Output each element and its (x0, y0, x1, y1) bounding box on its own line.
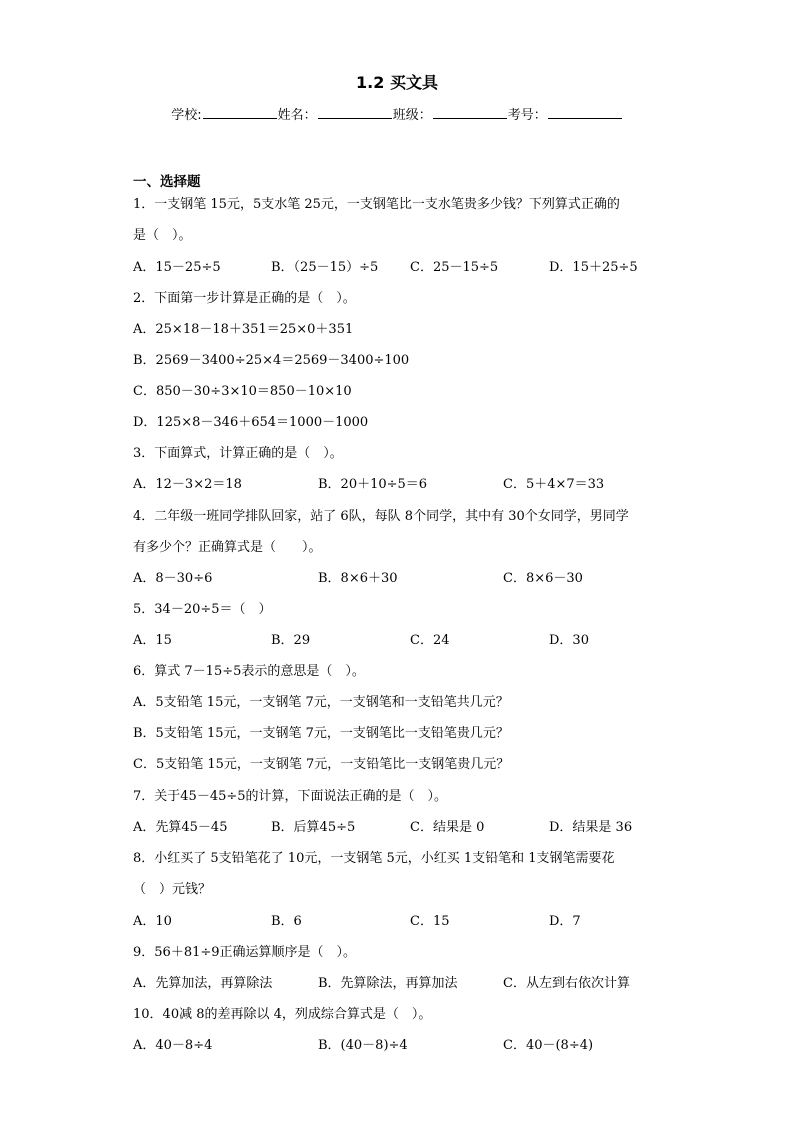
question-6-stem: 6．算式 7－15÷5表示的意思是（ ）。 (133, 664, 365, 679)
exam-no-blank[interactable] (548, 106, 622, 119)
question-7-option-b[interactable]: B．后算45÷5 (271, 820, 356, 835)
school-blank[interactable] (203, 106, 277, 119)
question-8-option-a[interactable]: A．10 (133, 914, 172, 929)
question-5-option-b[interactable]: B．29 (271, 633, 311, 648)
question-7-stem: 7．关于45－45÷5的计算，下面说法正确的是（ ）。 (133, 789, 448, 804)
school-label: 学校: (171, 108, 202, 123)
question-1-option-a[interactable]: A．15－25÷5 (133, 260, 221, 275)
question-8-stem-line-1: 8．小红买了 5支铅笔花了 10元，一支钢笔 5元，小红买 1支铅笔和 1支钢笔需要花 (133, 851, 615, 866)
class-label: 班级： (392, 108, 432, 123)
question-3-option-a[interactable]: A．12－3×2＝18 (133, 477, 242, 492)
question-5-option-d[interactable]: D．30 (549, 633, 589, 648)
question-5-option-a[interactable]: A．15 (133, 633, 172, 648)
question-9-option-c[interactable]: C．从左到右依次计算 (503, 976, 630, 991)
question-7-option-c[interactable]: C．结果是 0 (410, 820, 485, 835)
name-label: 姓名： (277, 108, 317, 123)
question-8-option-c[interactable]: C．15 (410, 914, 450, 929)
page-title: 1.2 买文具 (356, 73, 438, 92)
question-7-option-a[interactable]: A．先算45－45 (133, 820, 228, 835)
question-1-stem-line-1: 1．一支钢笔 15元，5支水笔 25元，一支钢笔比一支水笔贵多少钱？下列算式正确的 (133, 197, 620, 212)
student-info-line (0, 104, 794, 123)
question-2-option-a[interactable]: A．25×18－18＋351＝25×0＋351 (133, 322, 354, 337)
question-8-option-d[interactable]: D．7 (549, 914, 581, 929)
question-6-option-a[interactable]: A．5支铅笔 15元，一支钢笔 7元，一支钢笔和一支铅笔共几元？ (133, 695, 509, 710)
question-10-stem: 10．40减 8的差再除以 4，列成综合算式是（ ）。 (133, 1007, 432, 1022)
question-8-stem-line-2: （ ）元钱？ (133, 882, 212, 897)
question-5-stem: 5．34－20÷5＝（ ） (133, 602, 272, 617)
question-7-option-d[interactable]: D．结果是 36 (549, 820, 633, 835)
question-4-option-c[interactable]: C．8×6－30 (503, 571, 583, 586)
question-4-stem-line-2: 有多少个？正确算式是（ ）。 (133, 540, 322, 555)
question-1-option-b[interactable]: B．（25－15）÷5 (271, 260, 379, 275)
name-blank[interactable] (318, 106, 392, 119)
question-6-option-c[interactable]: C．5支铅笔 15元，一支钢笔 7元，一支铅笔比一支钢笔贵几元？ (133, 757, 510, 772)
question-3-option-b[interactable]: B．20＋10÷5＝6 (318, 477, 428, 492)
question-4-option-a[interactable]: A．8－30÷6 (133, 571, 213, 586)
question-4-option-b[interactable]: B．8×6＋30 (318, 571, 398, 586)
question-1-option-c[interactable]: C．25－15÷5 (410, 260, 499, 275)
question-9-option-a[interactable]: A．先算加法，再算除法 (133, 976, 273, 991)
question-1-stem-line-2: 是（ ）。 (133, 228, 192, 243)
question-6-option-b[interactable]: B．5支铅笔 15元，一支钢笔 7元，一支钢笔比一支铅笔贵几元？ (133, 726, 509, 741)
class-blank[interactable] (433, 106, 507, 119)
question-4-stem-line-1: 4．二年级一班同学排队回家，站了 6队，每队 8个同学，其中有 30个女同学，男同学 (133, 509, 629, 524)
question-9-stem: 9．56＋81÷9正确运算顺序是（ ）。 (133, 945, 357, 960)
question-2-stem: 2．下面第一步计算是正确的是（ ）。 (133, 291, 356, 306)
question-2-option-b[interactable]: B．2569－3400÷25×4＝2569－3400÷100 (133, 353, 410, 368)
question-2-option-c[interactable]: C．850－30÷3×10＝850－10×10 (133, 384, 352, 399)
question-10-option-a[interactable]: A．40－8÷4 (133, 1038, 213, 1053)
question-10-option-c[interactable]: C．40－(8÷4) (503, 1038, 594, 1053)
exam-no-label: 考号： (507, 108, 547, 123)
question-5-option-c[interactable]: C．24 (410, 633, 450, 648)
question-10-option-b[interactable]: B．(40－8)÷4 (318, 1038, 408, 1053)
question-9-option-b[interactable]: B．先算除法，再算加法 (318, 976, 458, 991)
question-8-option-b[interactable]: B．6 (271, 914, 302, 929)
question-3-stem: 3．下面算式，计算正确的是（ ）。 (133, 446, 343, 461)
question-3-option-c[interactable]: C．5＋4×7＝33 (503, 477, 605, 492)
question-1-option-d[interactable]: D．15＋25÷5 (549, 260, 638, 275)
question-2-option-d[interactable]: D．125×8－346＋654＝1000－1000 (133, 415, 369, 430)
section-title: 一、选择题 (133, 174, 201, 190)
